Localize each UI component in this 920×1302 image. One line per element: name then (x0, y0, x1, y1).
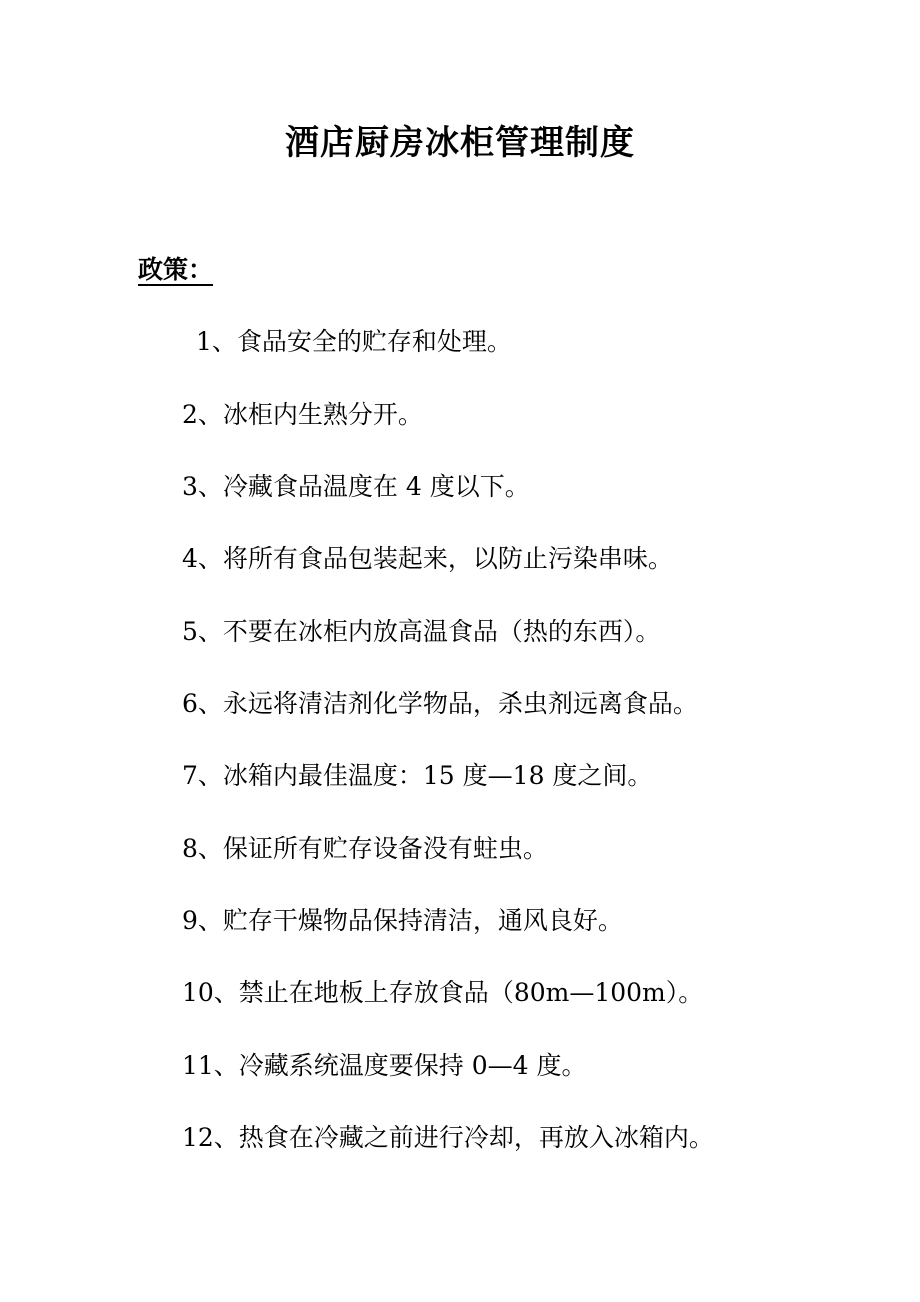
policy-item: 3、冷藏食品温度在 4 度以下。 (182, 472, 530, 501)
policy-item: 2、冰柜内生熟分开。 (182, 400, 423, 429)
policy-item: 11、冷藏系统温度要保持 0—4 度。 (182, 1051, 587, 1080)
policy-item: 5、不要在冰柜内放高温食品（热的东西）。 (182, 617, 661, 646)
policy-item: 8、保证所有贮存设备没有蛀虫。 (182, 834, 548, 863)
policy-item: 4、将所有食品包装起来，以防止污染串味。 (182, 544, 673, 573)
policy-item: 6、永远将清洁剂化学物品，杀虫剂远离食品。 (182, 689, 698, 718)
policy-item: 1、食品安全的贮存和处理。 (196, 327, 512, 356)
policy-item: 9、贮存干燥物品保持清洁，通风良好。 (182, 906, 623, 935)
policy-item: 12、热食在冷藏之前进行冷却，再放入冰箱内。 (182, 1123, 714, 1152)
document-title: 酒店厨房冰柜管理制度 (285, 123, 635, 163)
policy-item: 7、冰箱内最佳温度：15 度—18 度之间。 (182, 761, 653, 790)
policy-item: 10、禁止在地板上存放食品（80m—100m）。 (182, 978, 704, 1007)
section-label-policy: 政策： (138, 255, 214, 284)
